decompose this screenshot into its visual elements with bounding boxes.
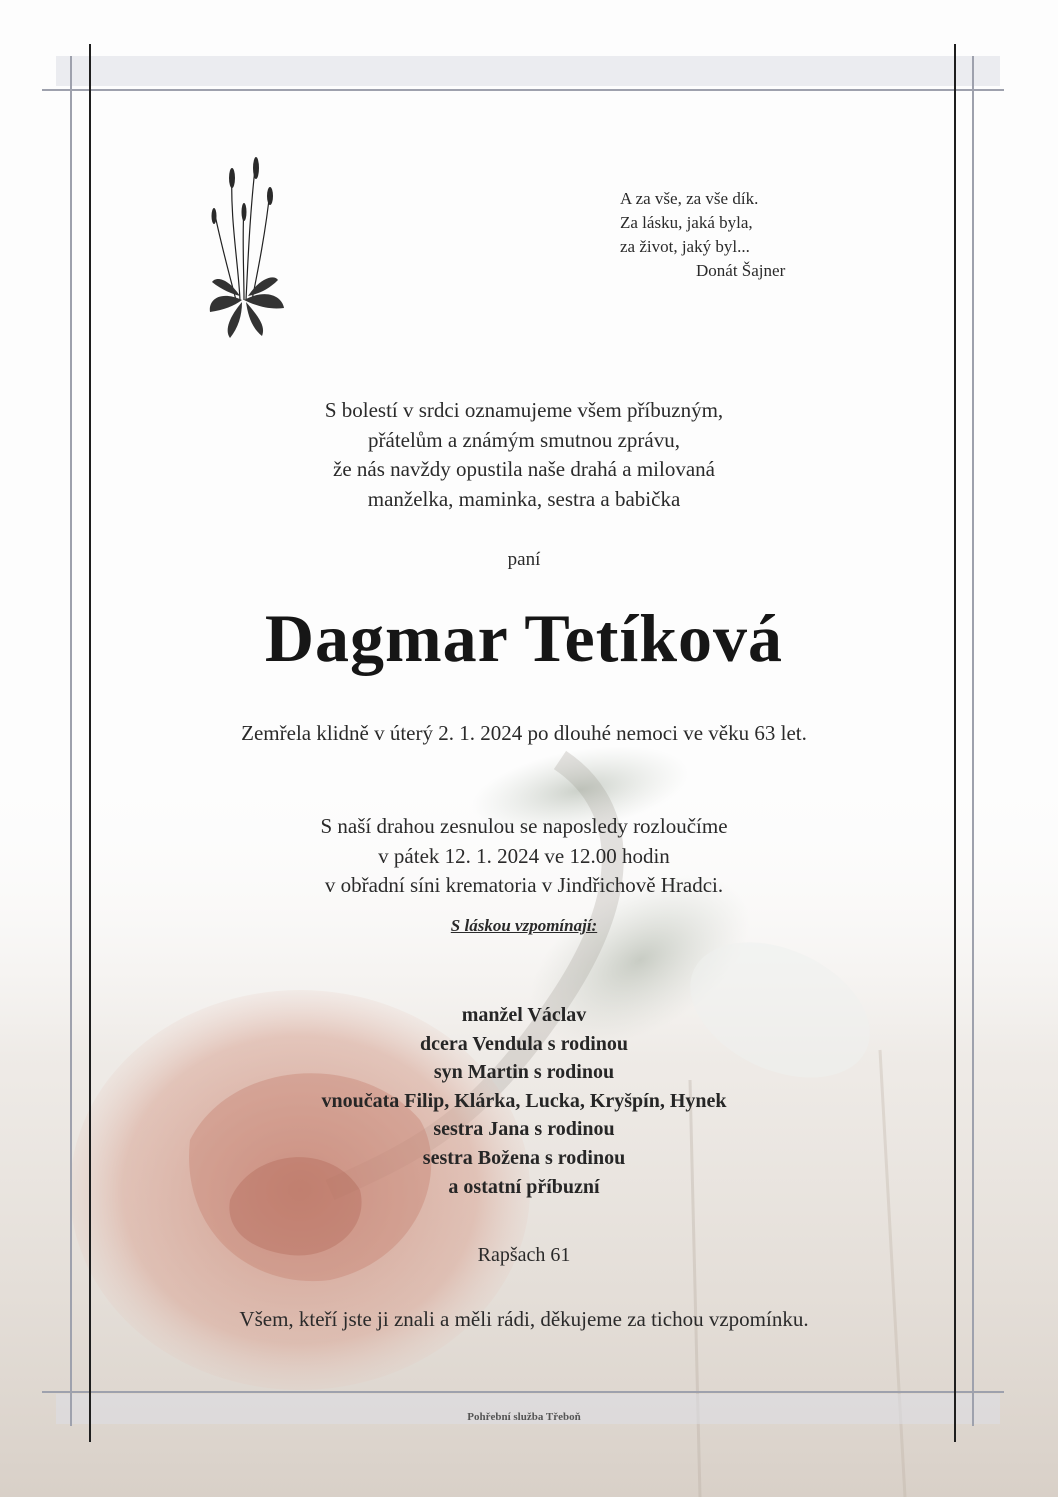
mourner-item: manžel Václav — [461, 1004, 587, 1026]
mourners-list — [90, 1001, 958, 1201]
frame-top-line — [42, 89, 1004, 91]
death-notice: Zemřela klidně v úterý 2. 1. 2024 po dlouhé nemoci ve věku 63 let. — [241, 721, 807, 745]
mourner-item: vnoučata Filip, Klárka, Lucka, Kryšpín, Hynek — [321, 1089, 727, 1112]
mourner-item: syn Martin s rodinou — [433, 1061, 615, 1084]
funeral-info — [90, 812, 958, 901]
intro-line: přátelům a známým smutnou zprávu, — [368, 427, 680, 452]
intro-line: že nás navždy opustila naše drahá a milovaná — [333, 457, 715, 481]
quote-line: Za lásku, jaká byla, — [620, 213, 753, 232]
plant-illustration-icon — [200, 150, 290, 345]
quote-line: A za vše, za vše dík. — [620, 189, 759, 208]
quote-line: za život, jaký byl... — [620, 237, 750, 256]
funeral-line: v obřadní síni krematoria v Jindřichově Hradci. — [324, 873, 724, 897]
mourner-item: sestra Božena s rodinou — [422, 1146, 626, 1169]
quote-block — [620, 187, 785, 283]
mourner-item: sestra Jana s rodinou — [433, 1118, 615, 1141]
quote-author: Donát Šajner — [696, 261, 786, 280]
mourner-item: a ostatní příbuzní — [448, 1175, 600, 1198]
frame-top-band — [56, 56, 1000, 86]
funeral-line: S naší drahou zesnulou se naposledy rozloučíme — [320, 814, 728, 838]
mourner-item: dcera Vendula s rodinou — [419, 1032, 629, 1055]
salutation: paní — [507, 549, 541, 570]
intro-line: S bolestí v srdci oznamujeme všem příbuzným, — [324, 398, 724, 422]
funeral-service-footer: Pohřební služba Třeboň — [467, 1411, 581, 1423]
frame-right-line — [972, 56, 974, 1426]
frame-left-line — [70, 56, 72, 1426]
address: Rapšach 61 — [477, 1244, 571, 1266]
mourners-heading: S láskou vzpomínají: — [450, 916, 598, 935]
funeral-line: v pátek 12. 1. 2024 ve 12.00 hodin — [378, 843, 670, 868]
frame-bottom-line — [42, 1391, 1004, 1393]
intro-line: manželka, maminka, sestra a babička — [367, 486, 681, 511]
deceased-name: Dagmar Tetíková — [264, 600, 784, 676]
thanks-text: Všem, kteří jste ji znali a měli rádi, děkujeme za tichou vzpomínku. — [239, 1307, 809, 1331]
intro-text — [90, 396, 958, 514]
